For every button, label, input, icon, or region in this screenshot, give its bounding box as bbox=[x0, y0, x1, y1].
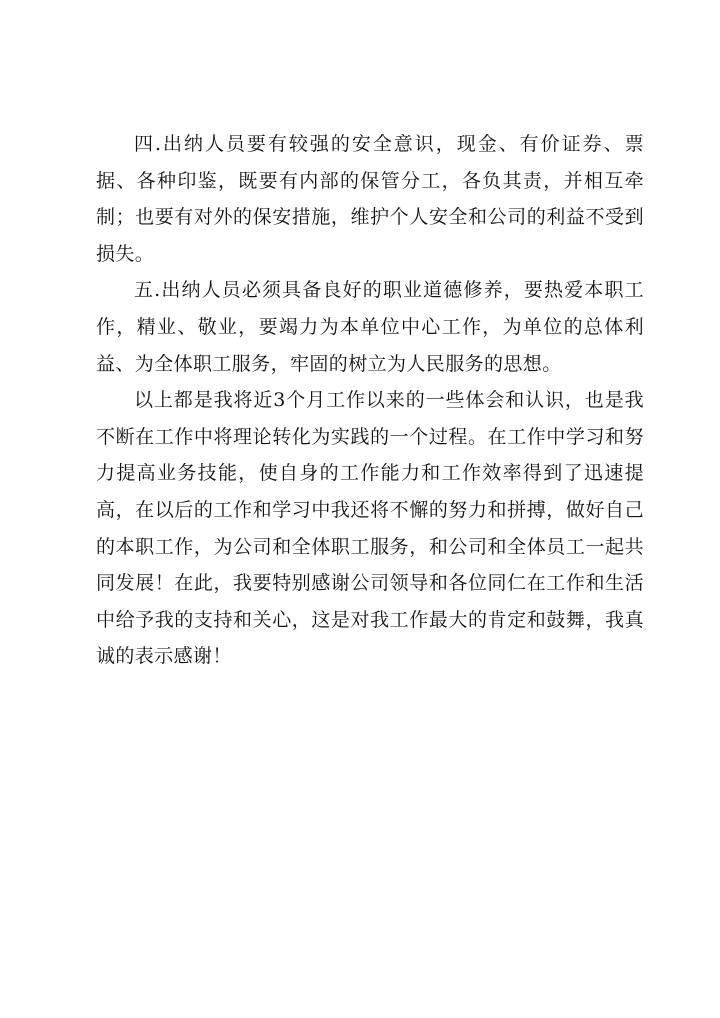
paragraph-conclusion: 以上都是我将近3个月工作以来的一些体会和认识，也是我不断在工作中将理论转化为实践的一个过程。在工作中学习和努力提高业务技能，使自身的工作能力和工作效率得到了迅速提高，在以后的工作和学习中我还将不懈的努力和拼搏，做好自己的本职工作，为公司和全体职工服务，和公司和全体员工一起共同发展！在此，我要特别感谢公司领导和各位同仁在工作和生活中给予我的支持和关心，这是对我工作最大的肯定和鼓舞，我真诚的表示感谢！ bbox=[96, 389, 644, 668]
document-body bbox=[96, 126, 644, 675]
paragraph-item-5: 五.出纳人员必须具备良好的职业道德修养，要热爱本职工作，精业、敬业，要竭力为本单位中心工作，为单位的总体利益、为全体职工服务，牢固的树立为人民服务的思想。 bbox=[96, 279, 644, 375]
paragraph-item-4: 四.出纳人员要有较强的安全意识，现金、有价证券、票据、各种印鉴，既要有内部的保管分工，各负其责，并相互牵制；也要有对外的保安措施，维护个人安全和公司的利益不受到损失。 bbox=[96, 133, 644, 265]
